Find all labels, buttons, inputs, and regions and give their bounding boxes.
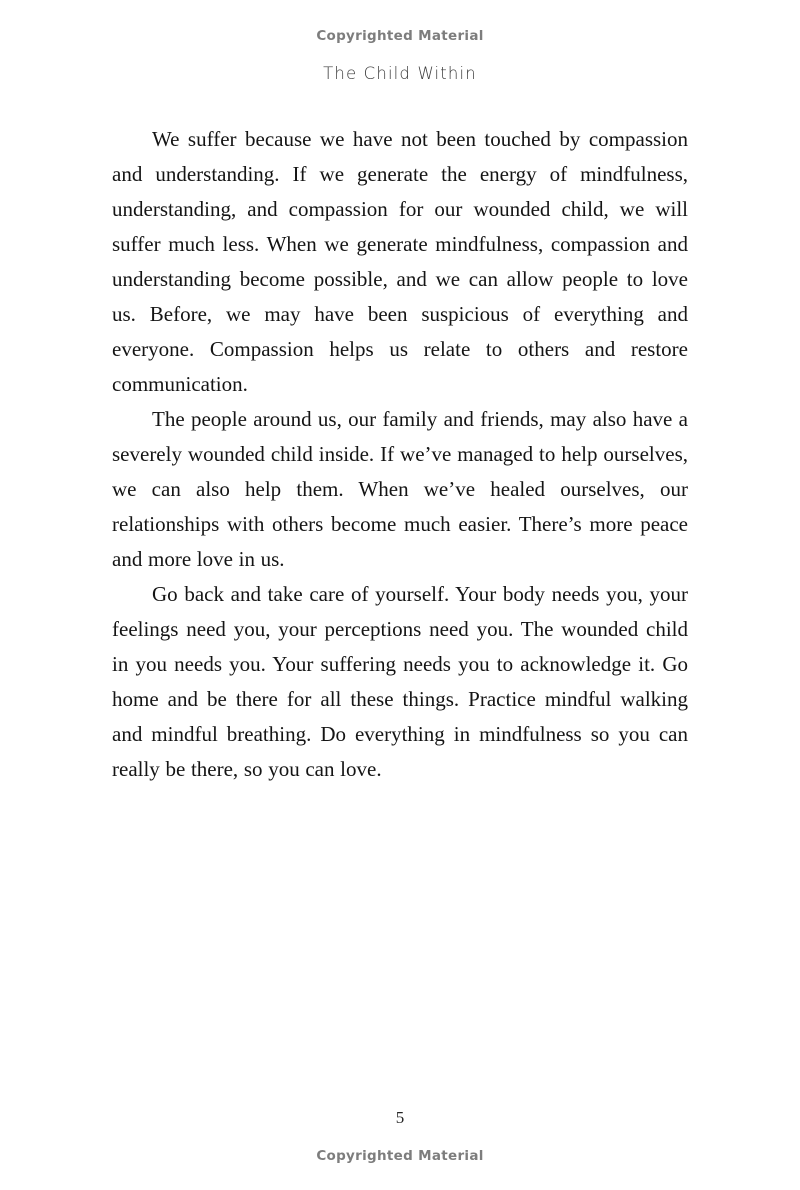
body-paragraph: The people around us, our family and friends, may also have a severely wounded child inside. If we’ve managed to help ourselves, we can also help them. When we’ve healed ourselves, our relationships with others become much easier. There’s more peace and more love in us.	[112, 407, 688, 571]
body-paragraph: Go back and take care of yourself. Your body needs you, your feelings need you, your perceptions need you. The wounded child in you needs you. Your suffering needs you to acknowledge it. Go home and be there for all these things. Practice mindful walking and mindful breathing. Do everything in mindfulness so you can really be there, so you can love.	[112, 582, 688, 781]
running-head-title: The Child Within	[323, 64, 477, 83]
copyright-watermark-top: Copyrighted Material	[316, 28, 484, 44]
copyright-watermark-bottom: Copyrighted Material	[316, 1148, 484, 1164]
page-number: 5	[395, 1108, 405, 1127]
body-text-column	[112, 122, 688, 787]
body-paragraph: We suffer because we have not been touched by compassion and understanding. If we generate the energy of mindfulness, understanding, and compassion for our wounded child, we will suffer much less. When we generate mindfulness, compassion and understanding become possible, and we can allow people to love us. Before, we may have been suspicious of everything and everyone. Compassion helps us relate to others and restore communication.	[112, 127, 688, 396]
